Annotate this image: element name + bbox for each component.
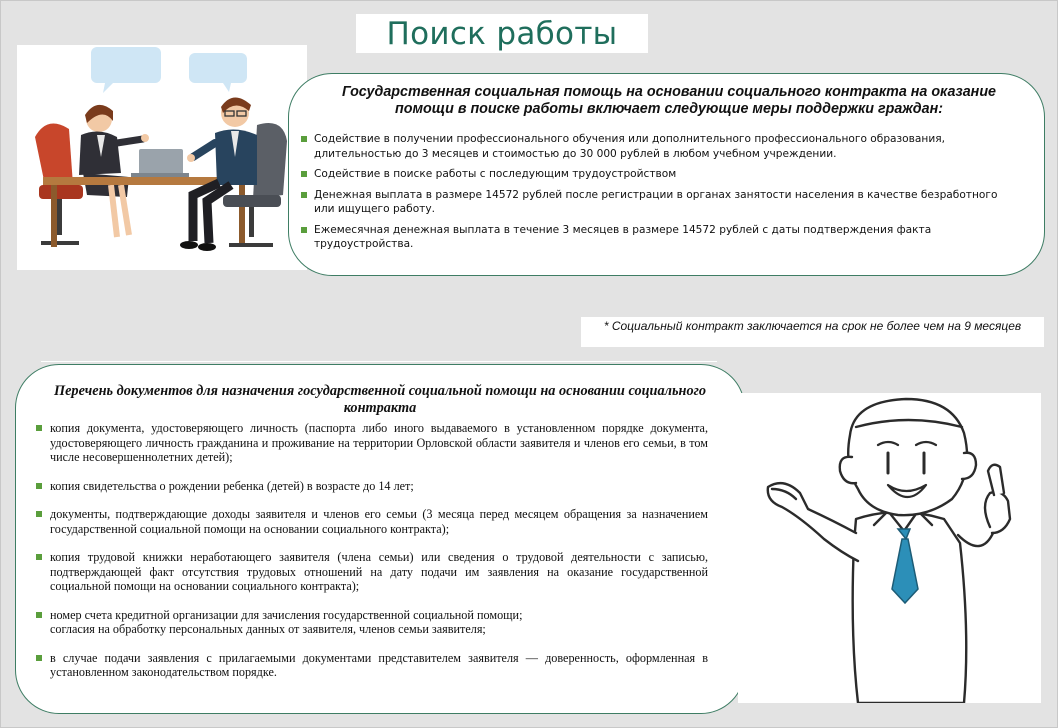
list-item: Денежная выплата в размере 14572 рублей после регистрации в органах занятости населения в качестве безработного или ищущего работу. (301, 188, 1021, 217)
bullet-icon (301, 227, 307, 233)
bullet-icon (36, 425, 42, 431)
pointing-man-image (738, 393, 1041, 703)
bullet-icon (36, 612, 42, 618)
list-item: документы, подтверждающие доходы заявителя и членов его семьи (3 месяца перед месяцем обращения за назначением государственной социальной помощи на основании социального контракта); (36, 507, 708, 536)
pointing-man-illustration (738, 393, 1041, 703)
office-meeting-illustration (17, 45, 307, 270)
support-measures-heading: Государственная социальная помощь на основании социального контракта на оказание помощи в поиске работы включает следующие меры поддержки граждан: (342, 84, 996, 117)
bullet-icon (36, 483, 42, 489)
bullet-icon (301, 171, 307, 177)
bullet-icon (36, 511, 42, 517)
support-measures-list (301, 132, 1021, 258)
list-item: копия трудовой книжки неработающего заявителя (члена семьи) или сведения о трудовой деятельности с записью, подтверждающей факт отсутствия трудовых отношений на дату подачи им заявления на оказание государственной социальной помощи на основании социального контракта); (36, 550, 708, 594)
bullet-icon (301, 192, 307, 198)
list-item: Ежемесячная денежная выплата в течение 3 месяцев в размере 14572 рублей с даты подтверждения факта трудоустройства. (301, 223, 1021, 252)
bullet-icon (36, 554, 42, 560)
list-item: номер счета кредитной организации для зачисления государственной социальной помощи; согласия на обработку персональных данных от заявителя, членов семьи заявителя; (36, 608, 708, 637)
documents-heading: Перечень документов для назначения государственной социальной помощи на основании социального контракта (53, 383, 707, 416)
list-item: Содействие в получении профессионального обучения или дополнительного профессионального образования, длительностью до 3 месяцев и стоимостью до 30 000 рублей в любом учебном учреждении. (301, 132, 1021, 161)
title-box (356, 14, 648, 53)
divider (41, 361, 717, 362)
list-item: копия документа, удостоверяющего личность (паспорта либо иного выдаваемого в установленном порядке документа, удостоверяющего личность гражданина и проживание на территории Орловской области заявителя и членов его семьи, в том числе несовершеннолетних детей); (36, 421, 708, 465)
page-title: Поиск работы (386, 15, 618, 52)
list-item: в случае подачи заявления с прилагаемыми документами представителем заявителя — доверенность, оформленная в установленном законодательством порядке. (36, 651, 708, 680)
documents-list (36, 421, 708, 694)
bullet-icon (36, 655, 42, 661)
list-item: копия свидетельства о рождении ребенка (детей) в возрасте до 14 лет; (36, 479, 708, 494)
support-measures-box (288, 73, 1045, 276)
list-item: Содействие в поиске работы с последующим трудоустройством (301, 167, 1021, 182)
documents-box (15, 364, 745, 714)
bullet-icon (301, 136, 307, 142)
contract-term-note: * Социальный контракт заключается на срок не более чем на 9 месяцев (581, 317, 1044, 347)
office-meeting-image (17, 45, 307, 270)
